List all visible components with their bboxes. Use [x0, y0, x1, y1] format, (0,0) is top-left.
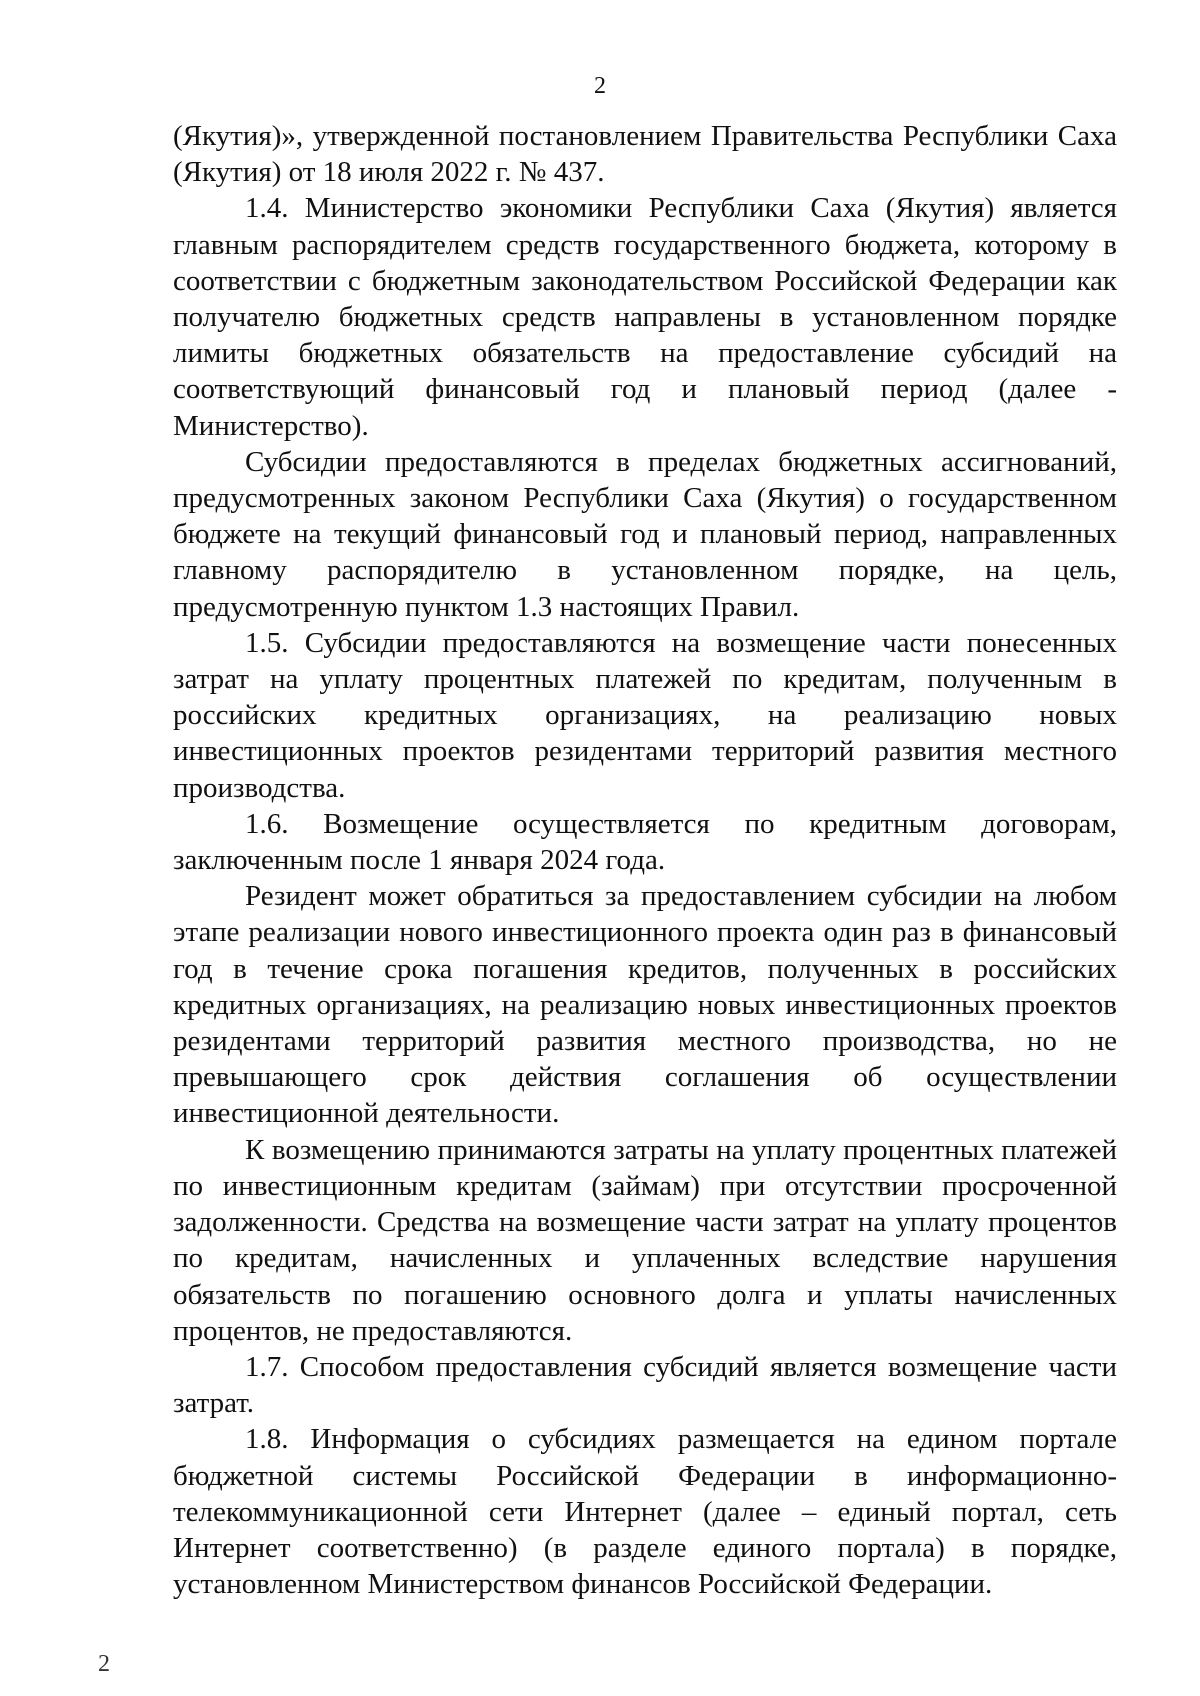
paragraph-continuation: (Якутия)», утвержденной постановлением Правительства Республики Саха (Якутия) от 18 июля 2022 г. № 437.	[173, 120, 1117, 189]
paragraph-1-7: 1.7. Способом предоставления субсидий является возмещение части затрат.	[173, 1350, 1117, 1420]
paragraph-reimbursement: К возмещению принимаются затраты на уплату процентных платежей по инвестиционным кредитам (займам) при отсутствии просроченной задолженности. Средства на возмещение части затрат на уплату процентов по кредитам, начисленных и уплаченных вследствие нарушения обязательств по погашению основного долга и уплаты начисленных процентов, не предоставляются.	[173, 1133, 1117, 1347]
paragraph-1-5: 1.5. Субсидии предоставляются на возмещение части понесенных затрат на уплату процентных платежей по кредитам, полученным в российских кредитных организациях, на реализацию новых инвестиционных проектов резидентами территорий развития местного производства.	[173, 626, 1117, 804]
document-body	[173, 118, 1117, 1602]
paragraph-1-6: 1.6. Возмещение осуществляется по кредитным договорам, заключенным после 1 января 2024 года.	[173, 807, 1117, 877]
paragraph-1-4: 1.4. Министерство экономики Республики Саха (Якутия) является главным распорядителем средств государственного бюджета, которому в соответствии с бюджетным законодательством Российской Федерации как получателю бюджетных средств направлены в установленном порядке лимиты бюджетных обязательств на предоставление субсидий на соответствующий финансовый год и плановый период (далее - Министерство).	[173, 192, 1117, 442]
paragraph-resident: Резидент может обратиться за предоставлением субсидии на любом этапе реализации нового инвестиционного проекта один раз в финансовый год в течение срока погашения кредитов, полученных в российских кредитных организациях, на реализацию новых инвестиционных проектов резидентами территорий развития местного производства, но не превышающего срок действия соглашения об осуществлении инвестиционной деятельности.	[173, 880, 1117, 1130]
paragraph-1-8: 1.8. Информация о субсидиях размещается на едином портале бюджетной системы Российской Федерации в информационно-телекоммуникационной сети Интернет (далее – единый портал, сеть Интернет соответственно) (в разделе единого портала) в порядке, установленном Министерством финансов Российской Федерации.	[173, 1423, 1117, 1601]
paragraph-subsidies-limits: Субсидии предоставляются в пределах бюджетных ассигнований, предусмотренных законом Республики Саха (Якутия) о государственном бюджете на текущий финансовый год и плановый период, направленных главному распорядителю в установленном порядке, на цель, предусмотренную пунктом 1.3 настоящих Правил.	[173, 445, 1117, 623]
corner-page-mark: 2	[98, 1651, 110, 1677]
page-number: 2	[594, 73, 606, 99]
